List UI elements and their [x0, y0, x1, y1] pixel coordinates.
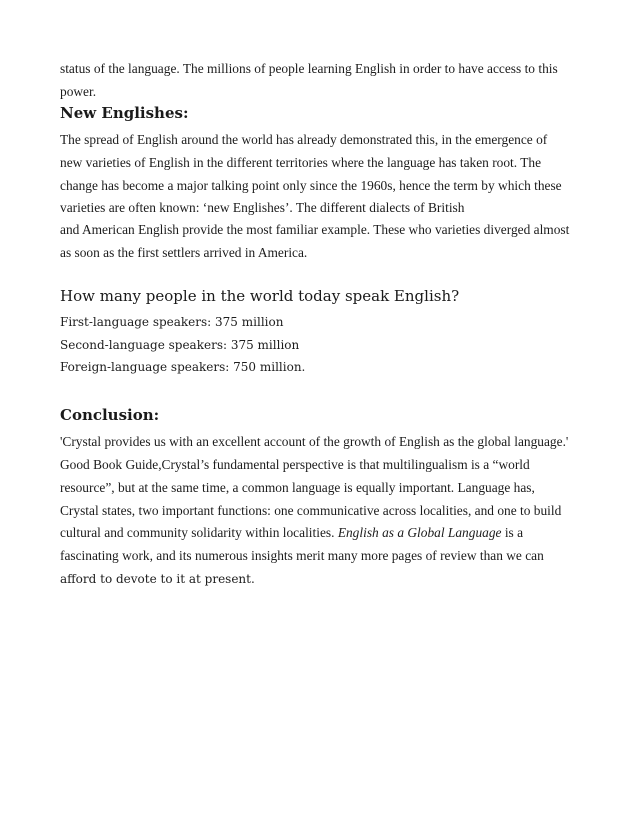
intro-line-1: status of the language. The millions of people learning English in order to have access to this [60, 61, 558, 76]
conclusion-line-4: Crystal states, two important functions: one communicative across localities, and one to build [60, 503, 562, 518]
conclusion-heading: Conclusion: [60, 406, 160, 424]
conclusion-line-5 [60, 525, 523, 541]
foreign-language-speakers: Foreign-language speakers: 750 million. [60, 360, 306, 374]
speakers-heading: How many people in the world today speak English? [60, 287, 460, 305]
conclusion-line-5-text: cultural and community solidarity within localities. [60, 525, 338, 540]
conclusion-line-6: fascinating work, and its numerous insights merit many more pages of review than we can [60, 548, 544, 563]
book-title: English as a Global Language [337, 525, 502, 540]
new-englishes-line-1: The spread of English around the world has already demonstrated this, in the emergence of [60, 132, 548, 147]
intro-line-2: power. [60, 84, 97, 99]
conclusion-line-2: Good Book Guide,Crystal’s fundamental perspective is that multilingualism is a “world [60, 457, 530, 472]
conclusion-line-3: resource”, but at the same time, a common language is equally important. Language has, [60, 480, 535, 495]
new-englishes-line-5: and American English provide the most familiar example. These who varieties diverged almost [60, 222, 570, 237]
conclusion-line-5-end: is a [501, 525, 524, 540]
conclusion-line-7: afford to devote to it at present. [60, 572, 255, 586]
first-language-speakers: First-language speakers: 375 million [60, 315, 284, 329]
conclusion-line-1: 'Crystal provides us with an excellent account of the growth of English as the global language.' [60, 434, 569, 449]
new-englishes-line-4: varieties are often known: ‘new Englishes’. The different dialects of British [60, 200, 465, 215]
new-englishes-line-3: change has become a major talking point only since the 1960s, hence the term by which these [60, 178, 562, 193]
new-englishes-line-6: as soon as the first settlers arrived in America. [60, 245, 308, 260]
new-englishes-line-2: new varieties of English in the different territories where the language has taken root. The [60, 155, 542, 170]
second-language-speakers: Second-language speakers: 375 million [60, 338, 300, 352]
new-englishes-heading: New Englishes: [60, 104, 189, 122]
